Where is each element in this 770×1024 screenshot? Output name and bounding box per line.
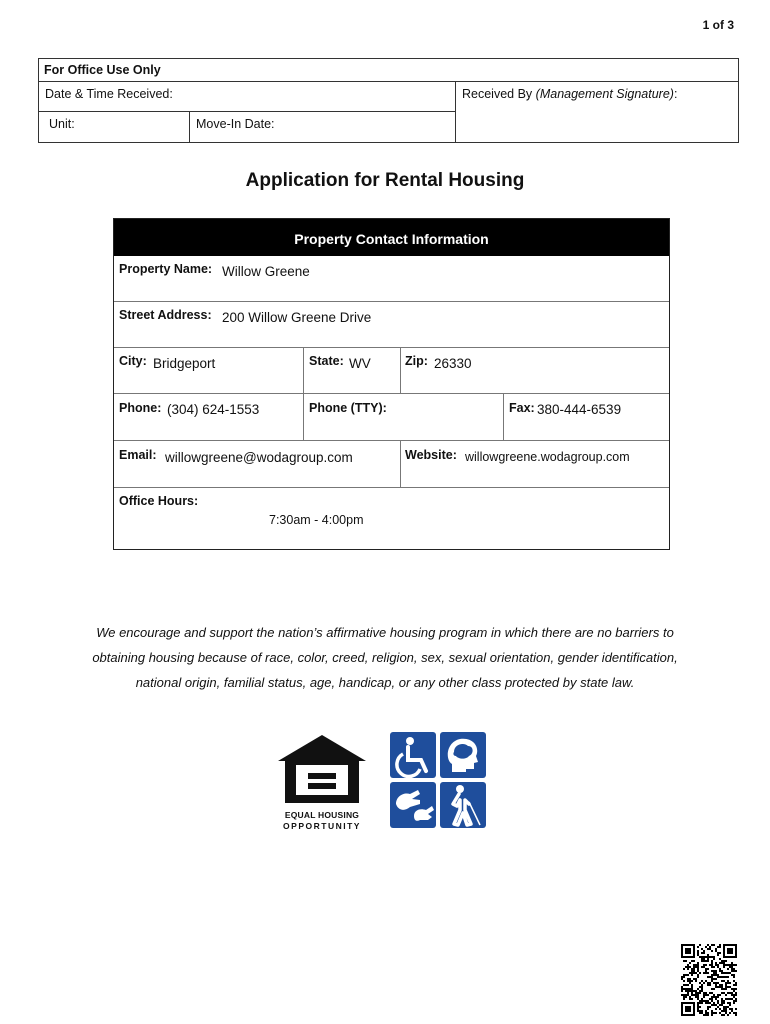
- phone-label: Phone:: [119, 401, 162, 415]
- row-divider: [114, 487, 669, 488]
- fax-label: Fax:: [509, 401, 535, 415]
- unit-field[interactable]: [39, 112, 190, 142]
- office-hours-value[interactable]: 7:30am - 4:00pm: [269, 513, 364, 527]
- qr-code: [681, 944, 737, 1016]
- row-divider: [114, 301, 669, 302]
- property-name-value[interactable]: Willow Greene: [222, 264, 310, 279]
- email-value[interactable]: willowgreene@wodagroup.com: [165, 450, 353, 465]
- unit-label: Unit:: [49, 117, 75, 131]
- row-divider: [114, 440, 669, 441]
- column-divider: [303, 347, 304, 440]
- office-use-heading: For Office Use Only: [39, 59, 738, 82]
- office-hours-label: Office Hours:: [119, 494, 199, 508]
- office-use-box: [38, 58, 739, 143]
- move-in-date-label: Move-In Date:: [196, 117, 275, 131]
- page-title: Application for Rental Housing: [245, 170, 525, 191]
- fair-housing-statement: [60, 620, 710, 695]
- date-time-received-label: Date & Time Received:: [45, 87, 173, 101]
- head-brain-icon: [440, 732, 486, 778]
- property-contact-heading: Property Contact Information: [114, 219, 669, 256]
- page-number: 1 of 3: [702, 18, 734, 32]
- street-address-value[interactable]: 200 Willow Greene Drive: [222, 310, 372, 325]
- phone-tty-label: Phone (TTY):: [309, 401, 387, 415]
- property-name-label: Property Name:: [119, 262, 213, 276]
- blind-cane-icon: [440, 782, 486, 828]
- fax-value[interactable]: 380-444-6539: [537, 402, 622, 417]
- website-label: Website:: [405, 448, 457, 462]
- eho-text-line2: OPPORTUNITY: [283, 821, 361, 831]
- wheelchair-icon: [390, 732, 436, 778]
- date-time-received-field[interactable]: [39, 82, 456, 112]
- qr-code-image: [681, 944, 737, 1016]
- row-divider: [114, 347, 669, 348]
- column-divider: [503, 393, 504, 440]
- city-value[interactable]: Bridgeport: [153, 356, 216, 371]
- email-label: Email:: [119, 448, 157, 462]
- move-in-date-field[interactable]: [190, 112, 456, 142]
- statement-line: obtaining housing because of race, color, creed, religion, sex, sexual orientation, gender identification,: [92, 650, 678, 665]
- sign-language-icon: [390, 782, 436, 828]
- equal-housing-opportunity-logo: [276, 733, 368, 829]
- column-divider: [400, 347, 401, 393]
- zip-label: Zip:: [405, 354, 428, 368]
- equal-housing-house-icon: [276, 733, 368, 805]
- received-by-colon: :: [673, 87, 678, 101]
- website-value[interactable]: willowgreene.wodagroup.com: [465, 450, 630, 464]
- eho-text-line1: EQUAL HOUSING: [284, 810, 360, 820]
- state-label: State:: [309, 354, 344, 368]
- received-by-field[interactable]: [456, 82, 738, 142]
- street-address-label: Street Address:: [119, 308, 212, 322]
- column-divider: [400, 440, 401, 487]
- city-label: City:: [119, 354, 147, 368]
- property-contact-table: [113, 218, 670, 550]
- row-divider: [114, 393, 669, 394]
- accessibility-symbols: [390, 732, 486, 828]
- phone-value[interactable]: (304) 624-1553: [167, 402, 260, 417]
- state-value[interactable]: WV: [349, 356, 371, 371]
- statement-line: national origin, familial status, age, handicap, or any other class protected by state law.: [135, 675, 635, 690]
- statement-line: We encourage and support the nation’s affirmative housing program in which there are no barriers to: [96, 625, 674, 640]
- received-by-label: Received By: [462, 87, 533, 101]
- received-by-note: (Management Signature): [535, 87, 674, 101]
- zip-value[interactable]: 26330: [434, 356, 472, 371]
